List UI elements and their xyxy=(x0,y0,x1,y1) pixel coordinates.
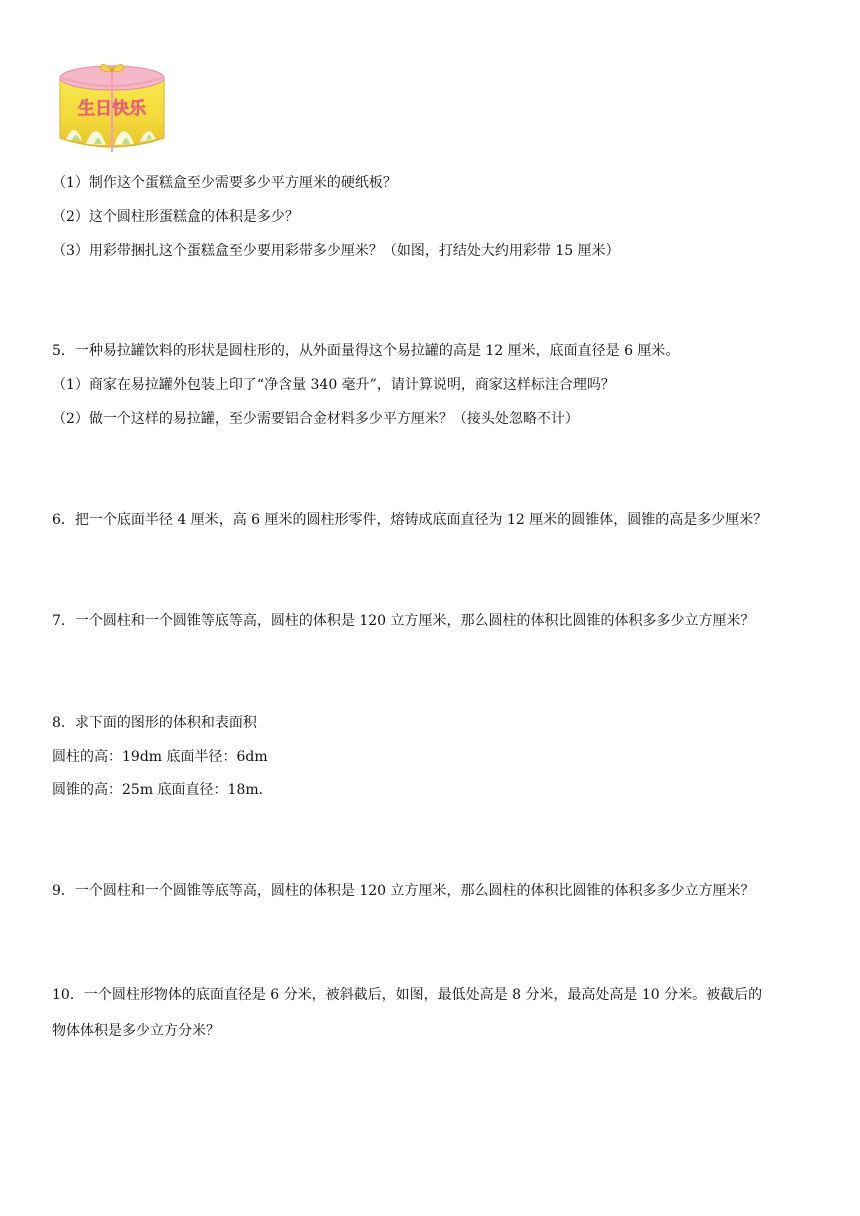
q4-part-1: （1）制作这个蛋糕盒至少需要多少平方厘米的硬纸板？ xyxy=(52,175,397,191)
question-9: 9．一个圆柱和一个圆锥等底等高，圆柱的体积是 120 立方厘米，那么圆柱的体积比圆锥的体积多多少立方厘米？ xyxy=(52,883,755,899)
question-10-line-2: 物体体积是多少立方分米？ xyxy=(52,1023,220,1039)
q5-part-1: （1）商家在易拉罐外包装上印了“净含量 340 毫升”，请计算说明，商家这样标注合理吗？ xyxy=(52,377,615,393)
question-7: 7．一个圆柱和一个圆锥等底等高，圆柱的体积是 120 立方厘米，那么圆柱的体积比圆锥的体积多多少立方厘米？ xyxy=(52,613,755,629)
question-8: 8．求下面的图形的体积和表面积 xyxy=(52,715,257,731)
birthday-cake-box-figure xyxy=(52,60,172,152)
q4-part-3: （3）用彩带捆扎这个蛋糕盒至少要用彩带多少厘米？（如图，打结处大约用彩带 15 厘米） xyxy=(52,243,620,259)
cake-label: 生日快乐 xyxy=(78,99,146,119)
q8-cone-info: 圆锥的高：25m 底面直径：18m. xyxy=(52,782,264,798)
question-10-line-1: 10．一个圆柱形物体的底面直径是 6 分米，被斜截后，如图，最低处高是 8 分米，最高处高是 10 分米。被截后的 xyxy=(52,987,763,1003)
question-5: 5．一种易拉罐饮料的形状是圆柱形的，从外面量得这个易拉罐的高是 12 厘米，底面直径是 6 厘米。 xyxy=(52,343,680,359)
q8-cylinder-info: 圆柱的高：19dm 底面半径：6dm xyxy=(52,749,268,765)
q5-part-2: （2）做一个这样的易拉罐，至少需要铝合金材料多少平方厘米？（接头处忽略不计） xyxy=(52,411,579,427)
q4-part-2: （2）这个圆柱形蛋糕盒的体积是多少？ xyxy=(52,209,299,225)
question-6: 6．把一个底面半径 4 厘米，高 6 厘米的圆柱形零件，熔铸成底面直径为 12 厘米的圆锥体，圆锥的高是多少厘米？ xyxy=(52,512,768,528)
